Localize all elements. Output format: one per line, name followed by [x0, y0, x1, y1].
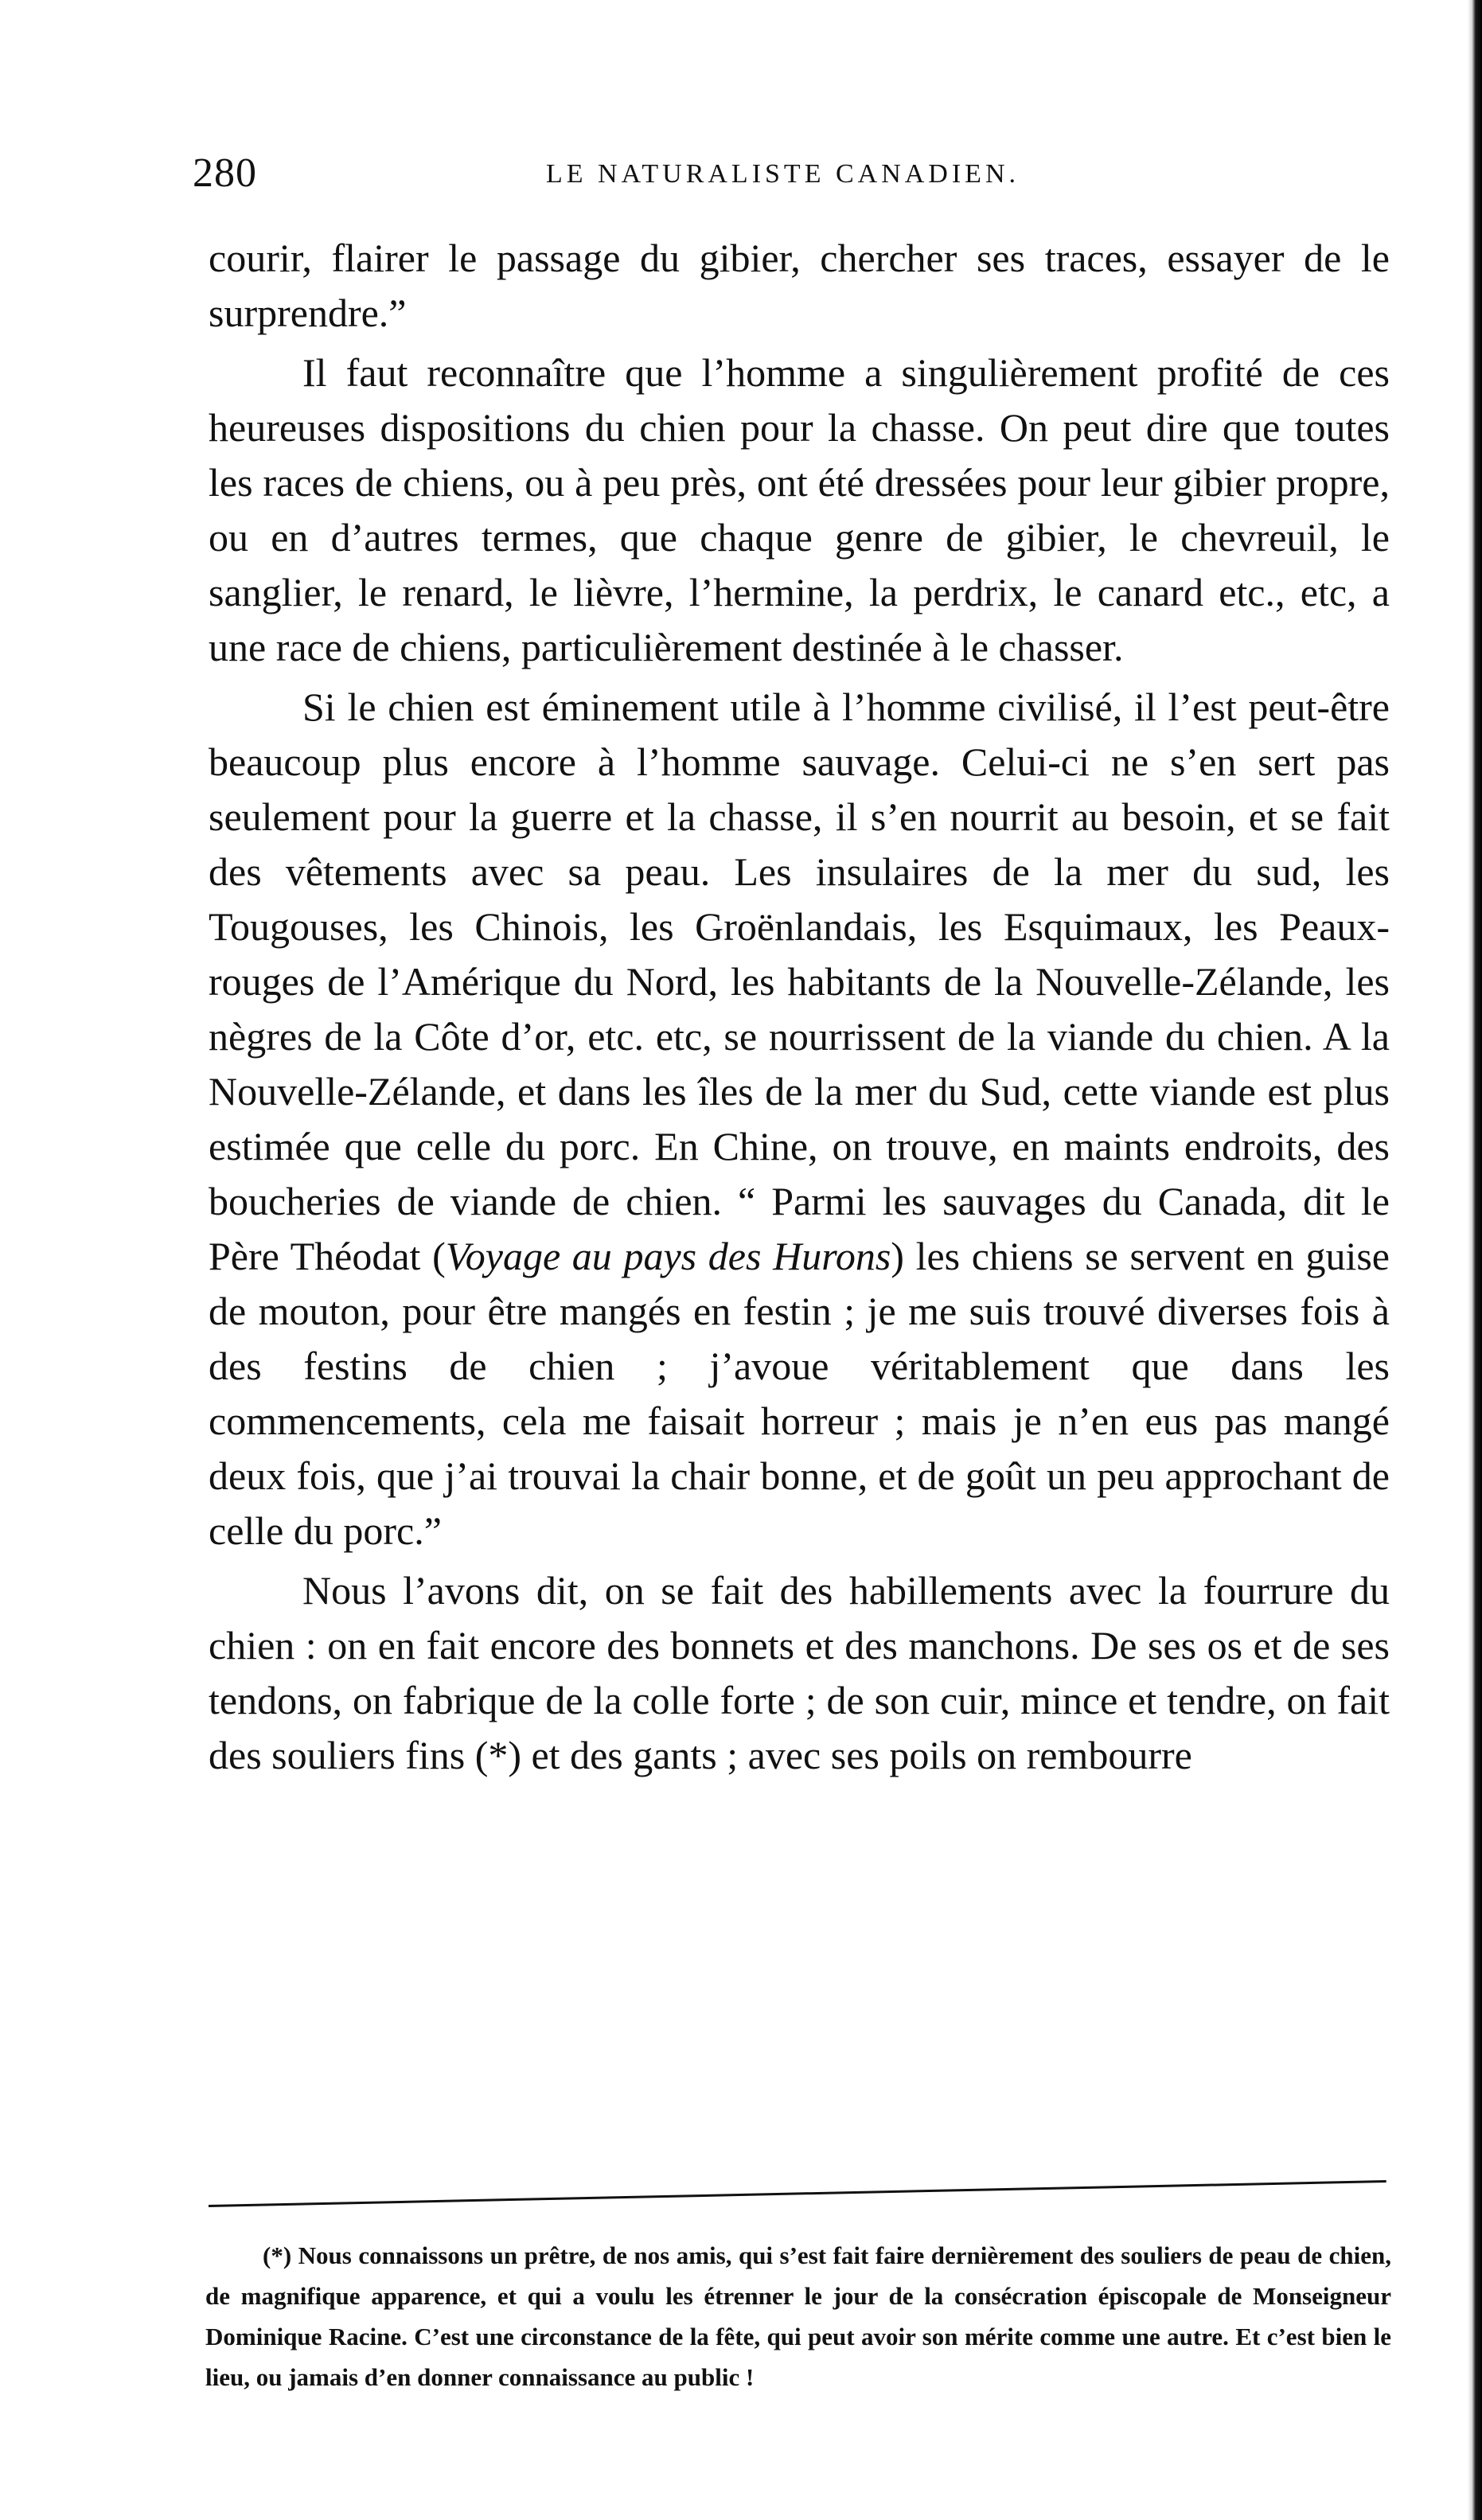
- paragraph-dog-meat-part1: Si le chien est éminement utile à l’homme civilisé, il l’est peut-être beaucoup plus encore à l’homme sauvage. Celui-ci ne s’en sert pas seulement pour la guerre et la chasse, il s’en nourrit au besoin, et se fait des vêtements avec sa peau. Les insulaires de la mer du sud, les Tougouses, les Chinois, les Groënlandais, les Esquimaux, les Peaux-rouges de l’Amérique du Nord, les habitants de la Nouvelle-Zélande, les nègres de la Côte d’or, etc. etc, se nourrissent de la viande du chien. A la Nouvelle-Zélande, et dans les îles de la mer du Sud, cette viande est plus estimée que celle du porc. En Chine, on trouve, en maints endroits, des boucheries de viande de chien. “ Parmi les sauvages du Canada, dit le Père Théodat (: [209, 685, 1390, 1278]
- paragraph-dog-meat-part2: ) les chiens se servent en guise de mouton, pour être mangés en festin ; je me suis trouvé diverses fois à des festins de chien ; j’avoue véritablement que dans les commencements, cela me faisait horreur ; mais je n’en eus pas mangé deux fois, que j’ai trouvai la chair bonne, et de goût un peu approchant de celle du porc.”: [209, 1234, 1390, 1553]
- page-edge-shadow: [1468, 0, 1482, 2520]
- footnote: (*) Nous connaissons un prêtre, de nos amis, qui s’est fait faire dernièrement des souliers de peau de chien, de magnifique apparence, et qui a voulu les étrenner le jour de la consécration épiscopale de Monseigneur Dominique Racine. C’est une circonstance de la fête, qui peut avoir son mérite comme une autre. Et c’est bien le lieu, ou jamais d’en donner connaissance au public !: [205, 2241, 1391, 2391]
- body-text: [209, 231, 1390, 1783]
- page-number: 280: [193, 150, 257, 196]
- paragraph-dog-products: Nous l’avons dit, on se fait des habillements avec la fourrure du chien : on en fait encore des bonnets et des manchons. De ses os et de ses tendons, on fabrique de la colle forte ; de son cuir, mince et tendre, on fait des souliers fins (*) et des gants ; avec ses poils on rembourre: [209, 1568, 1390, 1777]
- paragraph-continuation: courir, flairer le passage du gibier, chercher ses traces, essayer de le surprendre.”: [209, 236, 1390, 335]
- paragraph-hunting-dogs: Il faut reconnaître que l’homme a singulièrement profité de ces heureuses dispositions du chien pour la chasse. On peut dire que toutes les races de chiens, ou à peu près, ont été dressées pour leur gibier propre, ou en d’autres termes, que chaque genre de gibier, le chevreuil, le sanglier, le renard, le lièvre, l’hermine, la perdrix, le canard etc., etc, a une race de chiens, particulièrement destinée à le chasser.: [209, 350, 1390, 669]
- page-header: [189, 150, 1089, 205]
- footnote-divider: [209, 2180, 1386, 2207]
- running-title: LE NATURALISTE CANADIEN.: [546, 159, 1020, 189]
- paragraph-dog-meat: [209, 680, 1390, 1558]
- book-title-italic: Voyage au pays des Hurons: [445, 1234, 891, 1278]
